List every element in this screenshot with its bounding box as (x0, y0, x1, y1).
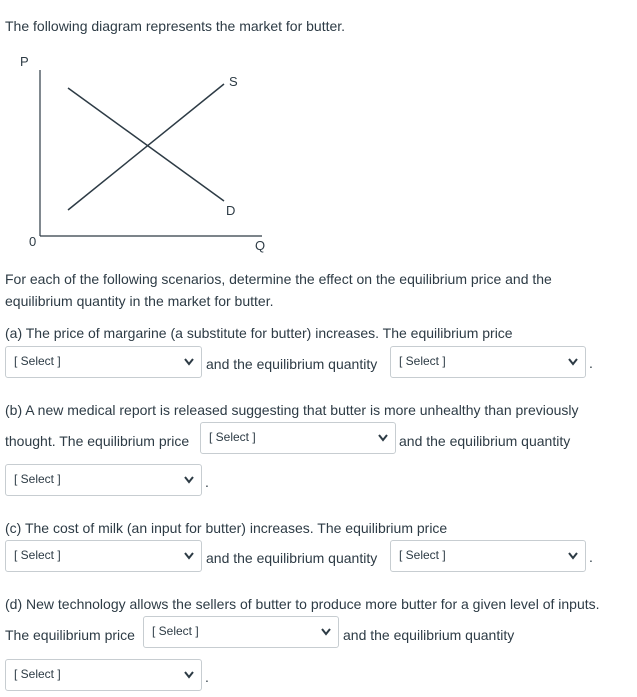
chevron-down-icon (377, 433, 389, 443)
question-a-connector: and the equilibrium quantity (206, 356, 378, 372)
select-label: [ Select ] (14, 667, 61, 681)
question-a-quantity-select[interactable] (390, 346, 586, 378)
select-label: [ Select ] (14, 472, 61, 486)
select-label: [ Select ] (399, 548, 446, 562)
question-b-connector: and the equilibrium quantity (399, 433, 571, 449)
intro-text: The following diagram represents the market for butter. (5, 18, 346, 34)
question-a-text: (a) The price of margarine (a substitute for butter) increases. The equilibrium price (5, 325, 513, 341)
question-d-text-line-1: (d) New technology allows the sellers of butter to produce more butter for a given level of inputs. (5, 596, 600, 612)
chevron-down-icon (183, 475, 195, 485)
instructions-line-1: For each of the following scenarios, determine the effect on the equilibrium price and the (5, 271, 552, 287)
question-d-connector: and the equilibrium quantity (343, 627, 515, 643)
chevron-down-icon (183, 670, 195, 680)
question-c-text: (c) The cost of milk (an input for butter) increases. The equilibrium price (5, 520, 448, 536)
question-b-price-select[interactable] (200, 422, 396, 454)
supply-demand-diagram (0, 50, 300, 260)
question-c-quantity-select[interactable] (390, 540, 586, 572)
instructions-line-2: equilibrium quantity in the market for butter. (5, 293, 274, 309)
question-c-connector: and the equilibrium quantity (206, 550, 378, 566)
chevron-down-icon (567, 357, 579, 367)
select-label: [ Select ] (14, 354, 61, 368)
chevron-down-icon (320, 627, 332, 637)
question-c-price-select[interactable] (5, 540, 202, 572)
period: . (589, 549, 593, 565)
axis-q-label: Q (255, 238, 266, 253)
supply-curve (68, 84, 224, 210)
select-label: [ Select ] (14, 548, 61, 562)
period: . (205, 474, 209, 490)
axis-p-label: P (20, 54, 29, 69)
question-d-text-line-2: The equilibrium price (5, 627, 135, 643)
supply-label: S (229, 74, 238, 89)
chevron-down-icon (183, 551, 195, 561)
select-label: [ Select ] (152, 624, 199, 638)
question-b-text-line-2: thought. The equilibrium price (5, 433, 190, 449)
demand-label: D (226, 203, 236, 218)
period: . (589, 355, 593, 371)
select-label: [ Select ] (399, 354, 446, 368)
question-a-price-select[interactable] (5, 346, 202, 378)
question-b-quantity-select[interactable] (5, 464, 202, 496)
period: . (205, 669, 209, 685)
select-label: [ Select ] (209, 430, 256, 444)
question-d-price-select[interactable] (143, 616, 339, 648)
chevron-down-icon (183, 357, 195, 367)
demand-curve (68, 88, 224, 201)
question-d-quantity-select[interactable] (5, 659, 202, 691)
origin-label: 0 (29, 234, 37, 249)
chevron-down-icon (567, 551, 579, 561)
question-b-text-line-1: (b) A new medical report is released suggesting that butter is more unhealthy than previously (5, 402, 579, 418)
